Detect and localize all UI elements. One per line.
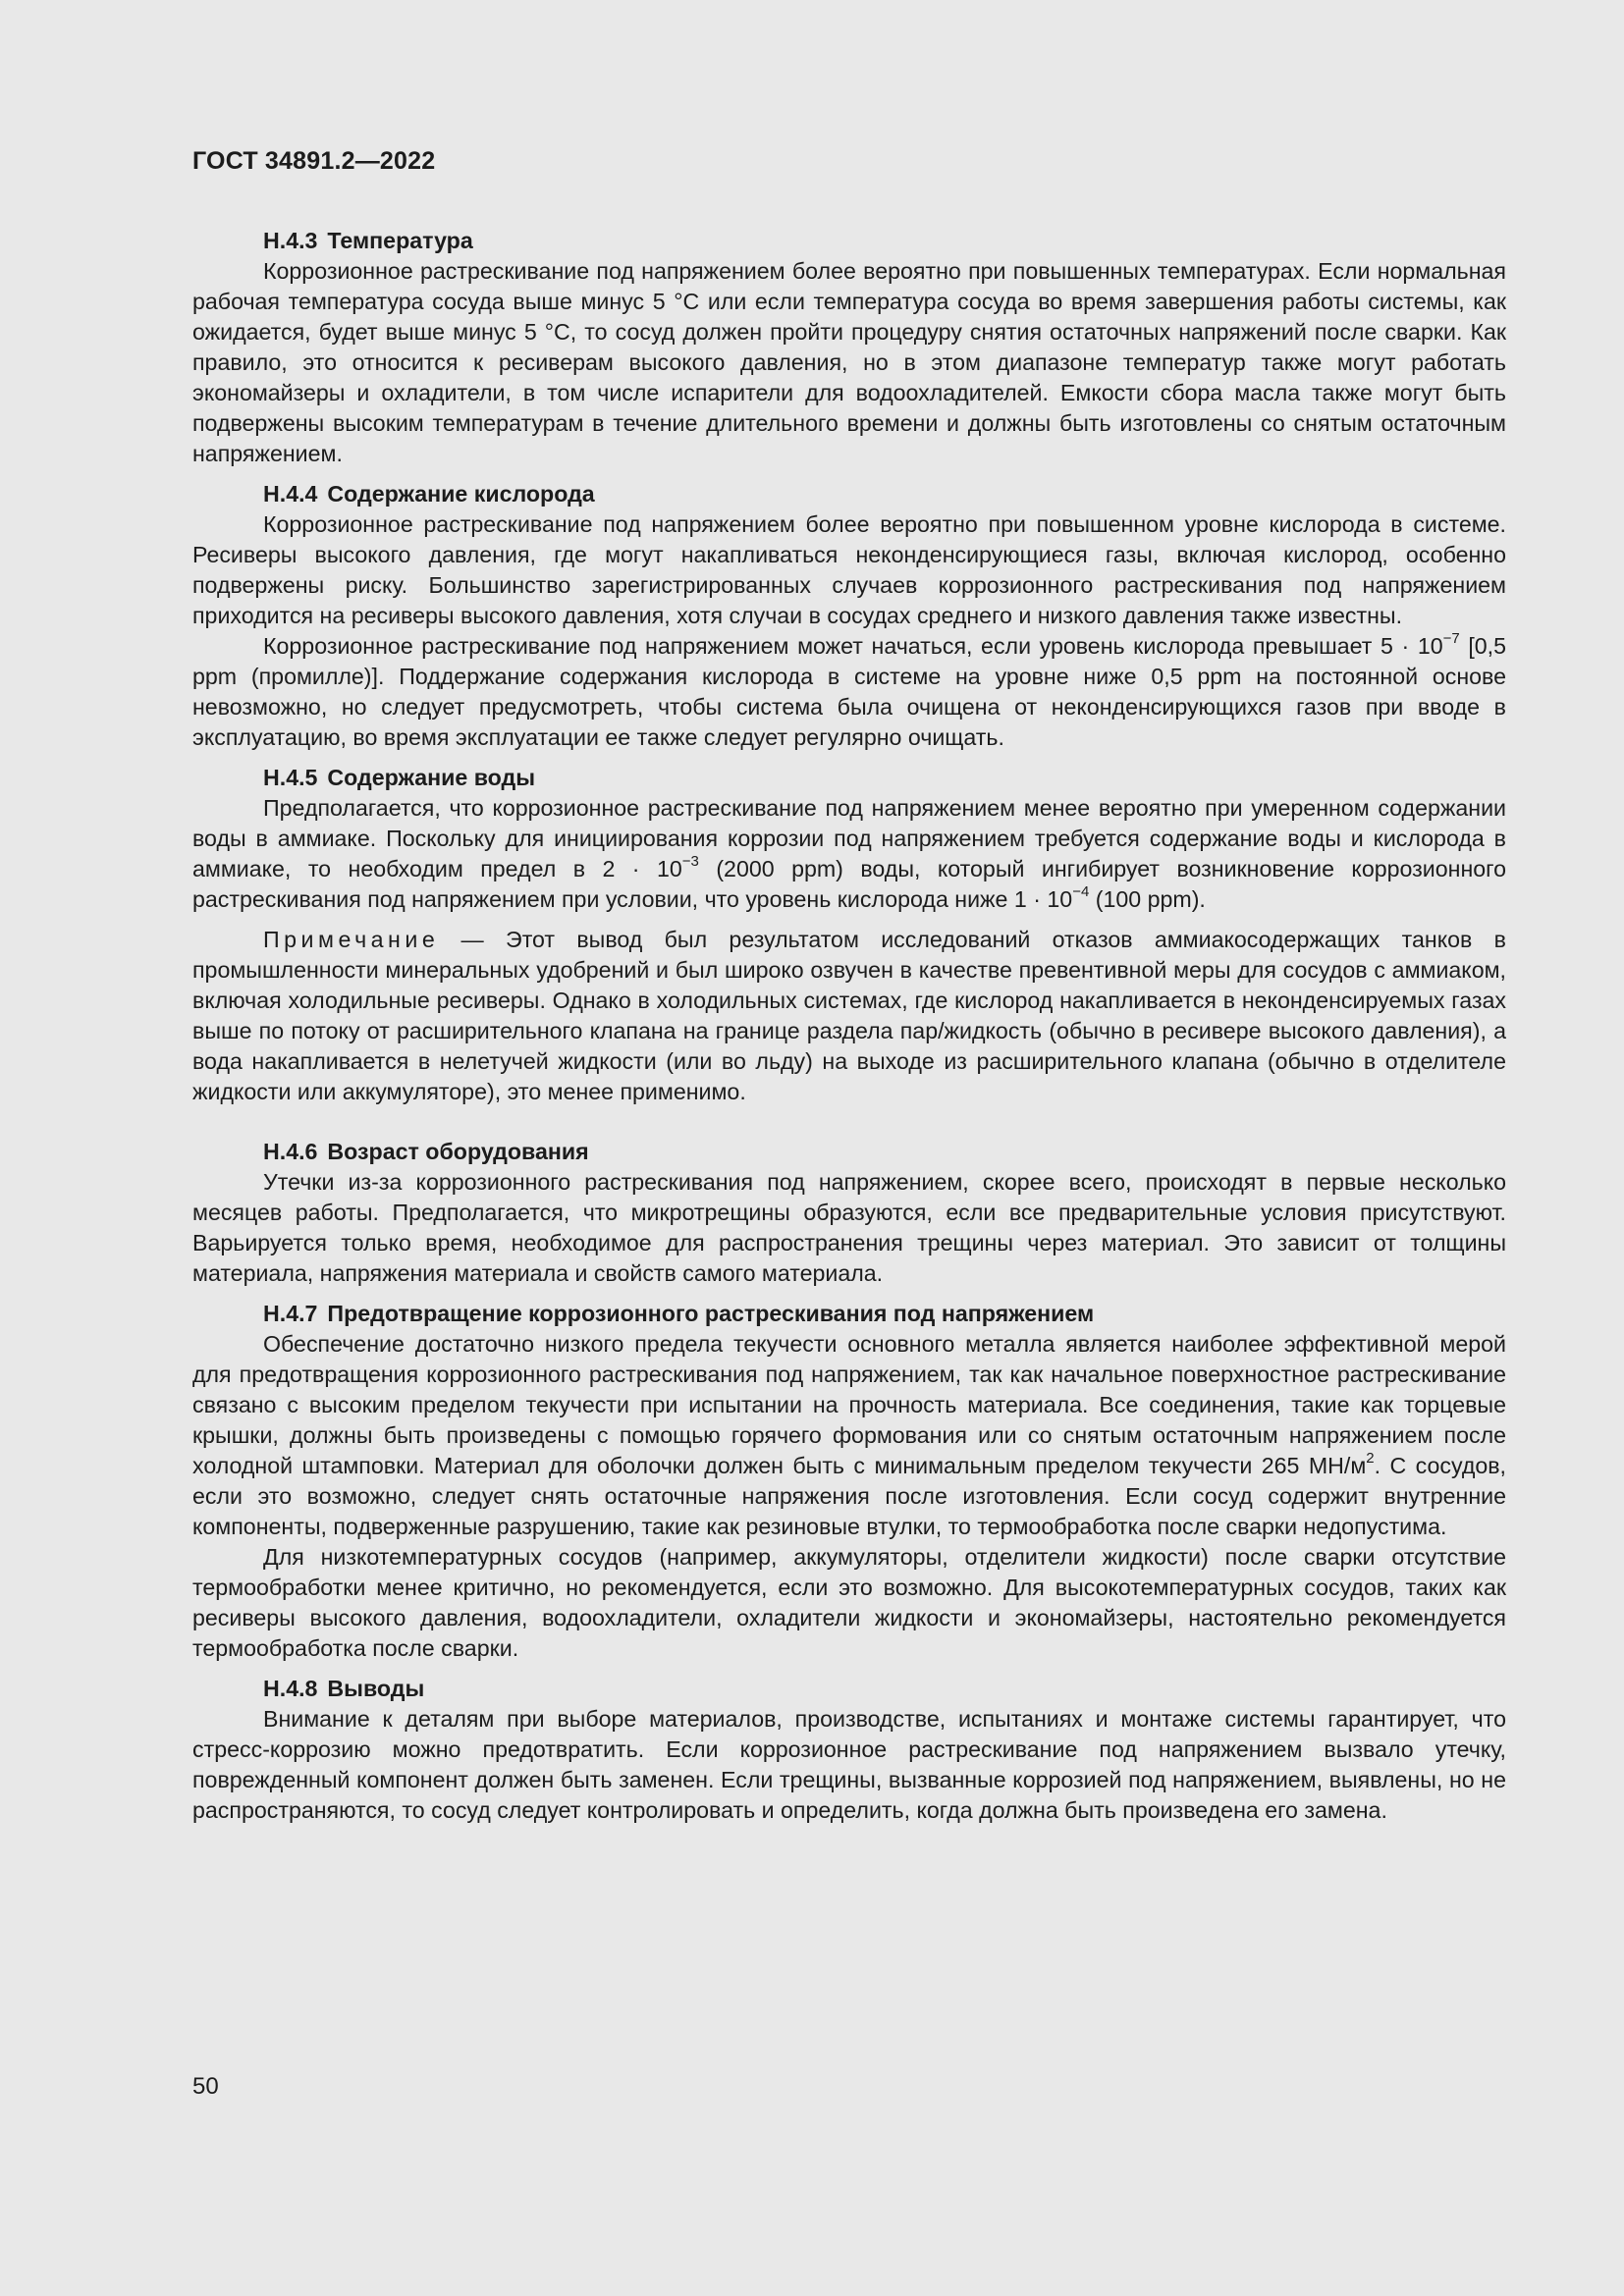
- section-heading: [192, 1674, 1506, 1704]
- section-number: H.4.5: [263, 765, 318, 790]
- note-text: — Этот вывод был результатом исследований отказов аммиакосодержащих танков в промышленности минеральных удобрений и был широко озвучен в качестве превентивной меры для сосудов с аммиаком, включая холодильные ресиверы. Однако в холодильных системах, где кислород накапливается в неконденсируемых газах выше по потоку от расширительного клапана на границе раздела пар/жидкость (обычно в ресивере высокого давления), а вода накапливается в нелетучей жидкости (или во льду) на выходе из расширительного клапана (обычно в отделителе жидкости или аккумуляторе), это менее применимо.: [192, 927, 1506, 1104]
- section-heading: [192, 226, 1506, 256]
- section-h-4-4: [192, 479, 1506, 753]
- exponent: −3: [681, 853, 699, 871]
- section-number: H.4.4: [263, 481, 318, 507]
- section-title: Предотвращение коррозионного растрескивания под напряжением: [327, 1301, 1095, 1326]
- text-run: (2000 ppm) воды, который ингибирует возникновение коррозионного растрескивания под напряжением при условии, что уровень кислорода ниже 1 · 10: [192, 856, 1506, 912]
- section-h-4-8: [192, 1674, 1506, 1826]
- exponent: 2: [1366, 1450, 1375, 1468]
- section-title: Возраст оборудования: [327, 1139, 589, 1164]
- paragraph: [192, 1329, 1506, 1542]
- paragraph: [192, 793, 1506, 915]
- text-run: [0,5 ppm (промилле)]. Поддержание содержания кислорода в системе на уровне ниже 0,5 ppm на постоянной основе невозможно, но следует предусмотреть, чтобы система была очищена от неконденсирующихся газов при вводе в эксплуатацию, во время эксплуатации ее также следует регулярно очищать.: [192, 633, 1507, 750]
- exponent: −7: [1442, 630, 1460, 648]
- page-content: [192, 226, 1506, 1836]
- note-paragraph: [192, 925, 1506, 1107]
- section-heading: [192, 1299, 1506, 1329]
- text-run: Обеспечение достаточно низкого предела текучести основного металла является наиболее эффективной мерой для предотвращения коррозионного растрескивания под напряжением, так как начальное поверхностное растрескивание связано с высоким пределом текучести при испытании на прочность материала. Все соединения, такие как торцевые крышки, должны быть произведены с помощью горячего формования или со снятым остаточным напряжением после холодной штамповки. Материал для оболочки должен быть с минимальным пределом текучести 265 МН/м: [192, 1331, 1506, 1478]
- section-heading: [192, 1137, 1506, 1167]
- paragraph: Коррозионное растрескивание под напряжением более вероятно при повышенных температурах. Если нормальная рабочая температура сосуда выше минус 5 °С или если температура сосуда во время завершения работы системы, как ожидается, будет выше минус 5 °С, то сосуд должен пройти процедуру снятия остаточных напряжений после сварки. Как правило, это относится к ресиверам высокого давления, но в этом диапазоне температур также могут работать экономайзеры и охладители, в том числе испарители для водоохладителей. Емкости сбора масла также могут быть подвержены высоким температурам в течение длительного времени и должны быть изготовлены со снятым остаточным напряжением.: [192, 258, 1506, 466]
- page-number: 50: [192, 2073, 219, 2100]
- document-code-header: ГОСТ 34891.2—2022: [192, 147, 436, 175]
- paragraph: Для низкотемпературных сосудов (например, аккумуляторы, отделители жидкости) после сварки отсутствие термообработки менее критично, но рекомендуется, если это возможно. Для высокотемпературных сосудов, таких как ресиверы высокого давления, водоохладители, охладители жидкости и экономайзеры, настоятельно рекомендуется термообработка после сварки.: [192, 1544, 1506, 1661]
- paragraph: Внимание к деталям при выборе материалов, производстве, испытаниях и монтаже системы гарантирует, что стресс-коррозию можно предотвратить. Если коррозионное растрескивание под напряжением вызвало утечку, поврежденный компонент должен быть заменен. Если трещины, вызванные коррозией под напряжением, выявлены, но не распространяются, то сосуд следует контролировать и определить, когда должна быть произведена его замена.: [192, 1706, 1506, 1823]
- section-heading: [192, 479, 1506, 509]
- section-title: Содержание кислорода: [327, 481, 595, 507]
- section-number: H.4.3: [263, 228, 318, 253]
- exponent: −4: [1072, 883, 1090, 901]
- paragraph: [192, 631, 1506, 753]
- note-label: Примечание: [263, 927, 440, 952]
- text-run: . С сосудов, если это возможно, следует снять остаточные напряжения после изготовления. Если сосуд содержит внутренние компоненты, подверженные разрушению, такие как резиновые втулки, то термообработка после сварки недопустима.: [192, 1453, 1506, 1539]
- section-h-4-5: [192, 763, 1506, 1107]
- text-run: (100 ppm).: [1089, 886, 1206, 912]
- section-title: Выводы: [327, 1676, 425, 1701]
- section-title: Температура: [327, 228, 473, 253]
- section-number: H.4.6: [263, 1139, 318, 1164]
- section-title: Содержание воды: [327, 765, 536, 790]
- section-h-4-6: [192, 1137, 1506, 1289]
- section-number: H.4.8: [263, 1676, 318, 1701]
- paragraph: Утечки из-за коррозионного растрескивания под напряжением, скорее всего, происходят в первые несколько месяцев работы. Предполагается, что микротрещины образуются, если все предварительные условия присутствуют. Варьируется только время, необходимое для распространения трещины через материал. Это зависит от толщины материала, напряжения материала и свойств самого материала.: [192, 1169, 1506, 1286]
- paragraph: Коррозионное растрескивание под напряжением более вероятно при повышенном уровне кислорода в системе. Ресиверы высокого давления, где могут накапливаться неконденсирующиеся газы, включая кислород, особенно подвержены риску. Большинство зарегистрированных случаев коррозионного растрескивания под напряжением приходится на ресиверы высокого давления, хотя случаи в сосудах среднего и низкого давления также известны.: [192, 511, 1506, 628]
- text-run: Предполагается, что коррозионное растрескивание под напряжением менее вероятно при умеренном содержании воды в аммиаке. Поскольку для инициирования коррозии под напряжением требуется содержание воды и кислорода в аммиаке, то необходим предел в 2 · 10: [192, 795, 1506, 881]
- text-run: Коррозионное растрескивание под напряжением может начаться, если уровень кислорода превышает 5 · 10: [263, 633, 1443, 659]
- section-h-4-3: [192, 226, 1506, 469]
- section-heading: [192, 763, 1506, 793]
- section-number: H.4.7: [263, 1301, 318, 1326]
- section-h-4-7: [192, 1299, 1506, 1664]
